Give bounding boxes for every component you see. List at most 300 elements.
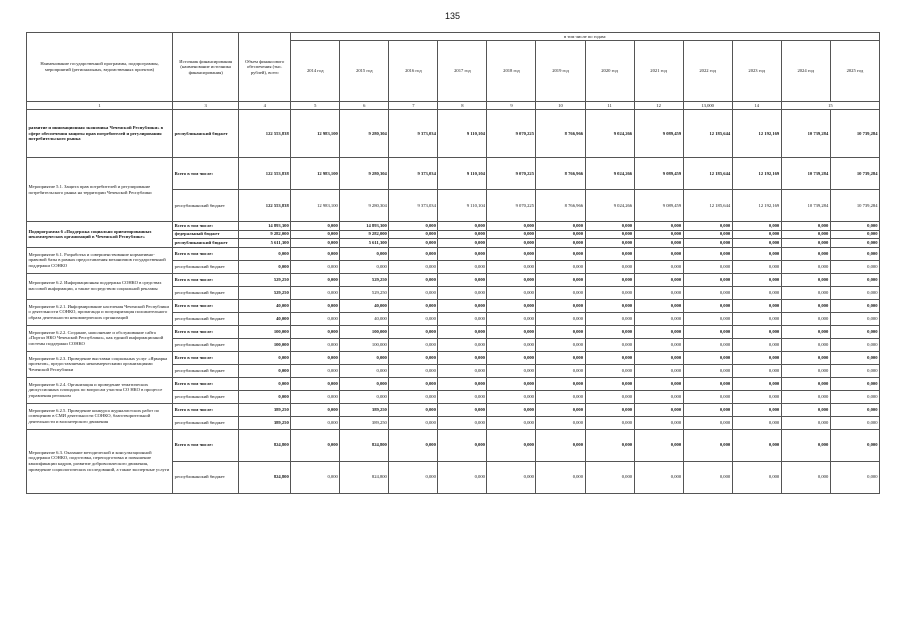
year-value: 0,000: [634, 325, 683, 338]
year-value: 0,000: [389, 260, 438, 273]
year-value: 12 192,169: [732, 158, 781, 190]
year-value: 0,000: [830, 429, 879, 461]
header-year: 2025 год: [830, 41, 879, 102]
year-value: 0,000: [732, 286, 781, 299]
year-value: 0,000: [536, 351, 585, 364]
year-value: 0,000: [536, 390, 585, 403]
funding-source: Всего в том числе:: [173, 325, 239, 338]
year-value: 12 192,169: [732, 110, 781, 158]
table-row: [27, 110, 880, 158]
year-value: 0,000: [291, 230, 340, 239]
year-value: 0,000: [291, 286, 340, 299]
year-value: 0,000: [536, 403, 585, 416]
year-value: 0,000: [340, 390, 389, 403]
year-value: 12 185,644: [683, 190, 732, 222]
total-value: 122 553,838: [239, 110, 291, 158]
year-value: 9 070,225: [487, 158, 536, 190]
year-value: 0,000: [389, 429, 438, 461]
year-value: 0,000: [536, 364, 585, 377]
year-value: 0,000: [389, 364, 438, 377]
total-value: 100,000: [239, 338, 291, 351]
total-value: 0,000: [239, 351, 291, 364]
year-value: 0,000: [487, 351, 536, 364]
year-value: 0,000: [291, 325, 340, 338]
year-value: 0,000: [830, 416, 879, 429]
year-value: 0,000: [438, 461, 487, 493]
year-value: 0,000: [732, 273, 781, 286]
year-value: 0,000: [536, 260, 585, 273]
year-value: 529,250: [340, 286, 389, 299]
year-value: 9 110,104: [438, 110, 487, 158]
year-value: 0,000: [487, 239, 536, 248]
year-value: 0,000: [487, 429, 536, 461]
year-value: 9 070,225: [487, 110, 536, 158]
total-value: 389,250: [239, 403, 291, 416]
header-year: 2022 год: [683, 41, 732, 102]
year-value: 0,000: [732, 416, 781, 429]
year-value: 0,000: [830, 364, 879, 377]
year-value: 0,000: [683, 403, 732, 416]
table-row: [27, 299, 880, 312]
year-value: 0,000: [634, 312, 683, 325]
year-value: 0,000: [830, 351, 879, 364]
year-value: 0,000: [781, 286, 830, 299]
page-number: 135: [444, 11, 461, 21]
year-value: 0,000: [536, 461, 585, 493]
total-value: 100,000: [239, 325, 291, 338]
year-value: 0,000: [291, 239, 340, 248]
measure-name: Мероприятие 6.2.5. Проведение конкурса журналистских работ по освещению в СМИ деятельности СОНКО, благотворительной деятельности и волонтерского движения: [27, 403, 173, 429]
year-value: 0,000: [438, 260, 487, 273]
header-year: 2014 год: [291, 41, 340, 102]
budget-table: [26, 32, 880, 494]
year-value: 9 373,034: [389, 110, 438, 158]
year-value: 0,000: [634, 273, 683, 286]
funding-source: федеральный бюджет: [173, 230, 239, 239]
year-value: 0,000: [536, 312, 585, 325]
year-value: 9 089,459: [634, 158, 683, 190]
year-value: 0,000: [585, 312, 634, 325]
funding-source: республиканский бюджет: [173, 312, 239, 325]
table-row: [27, 377, 880, 390]
year-value: 0,000: [389, 351, 438, 364]
year-value: 0,000: [634, 351, 683, 364]
funding-source: Всего в том числе:: [173, 273, 239, 286]
year-value: 0,000: [830, 260, 879, 273]
year-value: 0,000: [389, 377, 438, 390]
table-row: [27, 351, 880, 364]
header-year: 2019 год: [536, 41, 585, 102]
column-number: 14: [732, 102, 781, 110]
year-value: 0,000: [634, 286, 683, 299]
year-value: 0,000: [389, 312, 438, 325]
year-value: 0,000: [389, 416, 438, 429]
year-value: 0,000: [438, 377, 487, 390]
year-value: 12 192,169: [732, 190, 781, 222]
year-value: 0,000: [683, 312, 732, 325]
year-value: 9 024,266: [585, 158, 634, 190]
year-value: 389,250: [340, 416, 389, 429]
year-value: 0,000: [830, 247, 879, 260]
year-value: 0,000: [634, 247, 683, 260]
table-row: [27, 158, 880, 190]
year-value: 0,000: [438, 286, 487, 299]
column-number: 1: [27, 102, 173, 110]
year-value: 0,000: [683, 299, 732, 312]
table-row: [27, 222, 880, 231]
year-value: 0,000: [634, 461, 683, 493]
year-value: 9 089,459: [634, 110, 683, 158]
column-number: 8: [438, 102, 487, 110]
year-value: 0,000: [389, 230, 438, 239]
measure-name: Мероприятие 6.2.2. Создание, наполнение и обслуживание сайта «Портал НКО Чеченской Республики», как единой информационной системы поддержки СОНКО: [27, 325, 173, 351]
total-value: 0,000: [239, 364, 291, 377]
year-value: 0,000: [536, 429, 585, 461]
header-year: 2020 год: [585, 41, 634, 102]
year-value: 10 739,284: [830, 110, 879, 158]
year-value: 0,000: [585, 416, 634, 429]
year-value: 0,000: [536, 286, 585, 299]
year-value: 0,000: [291, 364, 340, 377]
column-number: 10: [536, 102, 585, 110]
funding-source: республиканский бюджет: [173, 416, 239, 429]
year-value: 0,000: [389, 247, 438, 260]
year-value: 0,000: [487, 230, 536, 239]
year-value: 8 766,966: [536, 158, 585, 190]
year-value: 0,000: [438, 239, 487, 248]
year-value: 0,000: [536, 416, 585, 429]
year-value: 0,000: [487, 247, 536, 260]
year-value: 9 280,304: [340, 110, 389, 158]
measure-name: Мероприятие 5.1. Защита прав потребителей и регулирование потребительского рынка на территории Чеченской Республики: [27, 158, 173, 222]
year-value: 0,000: [732, 338, 781, 351]
year-value: 12 983,100: [291, 158, 340, 190]
year-value: 0,000: [585, 351, 634, 364]
year-value: 0,000: [389, 461, 438, 493]
year-value: 0,000: [536, 230, 585, 239]
total-value: 40,000: [239, 299, 291, 312]
year-value: 0,000: [389, 338, 438, 351]
year-value: 0,000: [389, 403, 438, 416]
year-value: 0,000: [340, 247, 389, 260]
header-year: 2015 год: [340, 41, 389, 102]
year-value: 0,000: [781, 390, 830, 403]
year-value: 12 185,644: [683, 158, 732, 190]
year-value: 0,000: [634, 429, 683, 461]
funding-source: республиканский бюджет: [173, 260, 239, 273]
year-value: 0,000: [340, 377, 389, 390]
year-value: 0,000: [683, 390, 732, 403]
year-value: 0,000: [732, 299, 781, 312]
funding-source: Всего в том числе:: [173, 222, 239, 231]
year-value: 0,000: [830, 390, 879, 403]
year-value: 0,000: [732, 325, 781, 338]
funding-source: республиканский бюджет: [173, 110, 239, 158]
year-value: 0,000: [683, 338, 732, 351]
column-number: 9: [487, 102, 536, 110]
year-value: 0,000: [830, 461, 879, 493]
year-value: 0,000: [781, 338, 830, 351]
year-value: 0,000: [487, 364, 536, 377]
year-value: 0,000: [438, 351, 487, 364]
year-value: 0,000: [536, 377, 585, 390]
year-value: 0,000: [438, 390, 487, 403]
year-value: 0,000: [438, 403, 487, 416]
year-value: 0,000: [291, 461, 340, 493]
total-value: 0,000: [239, 247, 291, 260]
table-row: [27, 325, 880, 338]
year-value: 0,000: [389, 286, 438, 299]
year-value: 0,000: [340, 364, 389, 377]
funding-source: Всего в том числе:: [173, 429, 239, 461]
year-value: 40,000: [340, 312, 389, 325]
year-value: 9 110,104: [438, 190, 487, 222]
column-number: 3: [173, 102, 239, 110]
year-value: 0,000: [389, 222, 438, 231]
year-value: 0,000: [634, 230, 683, 239]
total-value: 824,800: [239, 461, 291, 493]
year-value: 0,000: [487, 390, 536, 403]
header-year: 2018 год: [487, 41, 536, 102]
year-value: 0,000: [830, 338, 879, 351]
year-value: 0,000: [781, 403, 830, 416]
year-value: 0,000: [683, 461, 732, 493]
year-value: 0,000: [585, 429, 634, 461]
year-value: 0,000: [634, 239, 683, 248]
total-value: 389,250: [239, 416, 291, 429]
year-value: 0,000: [830, 273, 879, 286]
measure-name: Мероприятие 6.2.4. Организация и проведение тематических дискуссионных площадок по вопросам участия СО НКО в процессе управления регионом: [27, 377, 173, 403]
year-value: 0,000: [585, 239, 634, 248]
total-value: 5 611,300: [239, 239, 291, 248]
year-value: 0,000: [438, 416, 487, 429]
year-value: 0,000: [291, 222, 340, 231]
year-value: 0,000: [634, 403, 683, 416]
year-value: 0,000: [683, 247, 732, 260]
year-value: 9 280,304: [340, 190, 389, 222]
year-value: 12 983,100: [291, 110, 340, 158]
year-value: 0,000: [781, 416, 830, 429]
year-value: 0,000: [291, 299, 340, 312]
column-number: 6: [340, 102, 389, 110]
year-value: 0,000: [781, 260, 830, 273]
funding-source: республиканский бюджет: [173, 461, 239, 493]
column-number: 5: [291, 102, 340, 110]
year-value: 824,800: [340, 461, 389, 493]
column-number: 13,000: [683, 102, 732, 110]
year-value: 0,000: [781, 247, 830, 260]
year-value: 0,000: [487, 222, 536, 231]
year-value: 824,800: [340, 429, 389, 461]
total-value: 40,000: [239, 312, 291, 325]
column-number: 11: [585, 102, 634, 110]
column-number: 15: [781, 102, 879, 110]
year-value: 0,000: [830, 403, 879, 416]
funding-source: Всего в том числе:: [173, 247, 239, 260]
year-value: 0,000: [634, 222, 683, 231]
year-value: 0,000: [683, 325, 732, 338]
year-value: 0,000: [536, 338, 585, 351]
year-value: 0,000: [683, 239, 732, 248]
year-value: 0,000: [634, 260, 683, 273]
funding-source: Всего в том числе:: [173, 299, 239, 312]
year-value: 10 739,284: [781, 190, 830, 222]
year-value: 389,250: [340, 403, 389, 416]
year-value: 0,000: [781, 429, 830, 461]
year-value: 0,000: [732, 222, 781, 231]
year-value: 40,000: [340, 299, 389, 312]
year-value: 0,000: [683, 416, 732, 429]
year-value: 0,000: [536, 239, 585, 248]
year-value: 0,000: [340, 260, 389, 273]
year-value: 0,000: [389, 273, 438, 286]
year-value: 0,000: [634, 377, 683, 390]
year-value: 0,000: [585, 403, 634, 416]
year-value: 0,000: [781, 364, 830, 377]
header-year: 2016 год: [389, 41, 438, 102]
measure-name: развитие и инновационная экономика Чеченской Республики» в сфере обеспечения защиты прав потребителей и регулирования потребительского рынка: [27, 110, 173, 158]
year-value: 0,000: [389, 325, 438, 338]
funding-source: Всего в том числе:: [173, 403, 239, 416]
year-value: 0,000: [438, 312, 487, 325]
year-value: 0,000: [781, 239, 830, 248]
year-value: 0,000: [487, 260, 536, 273]
year-value: 0,000: [487, 416, 536, 429]
year-value: 0,000: [438, 273, 487, 286]
header-year: 2023 год: [732, 41, 781, 102]
funding-source: республиканский бюджет: [173, 364, 239, 377]
year-value: 0,000: [683, 286, 732, 299]
year-value: 9 280,304: [340, 158, 389, 190]
year-value: 0,000: [781, 299, 830, 312]
year-value: 0,000: [291, 429, 340, 461]
year-value: 0,000: [732, 351, 781, 364]
table-header: [27, 33, 880, 110]
year-value: 0,000: [585, 247, 634, 260]
year-value: 0,000: [291, 273, 340, 286]
year-value: 0,000: [585, 273, 634, 286]
year-value: 0,000: [683, 377, 732, 390]
header-year: 2021 год: [634, 41, 683, 102]
year-value: 0,000: [732, 239, 781, 248]
year-value: 9 024,266: [585, 110, 634, 158]
year-value: 0,000: [830, 299, 879, 312]
year-value: 0,000: [732, 260, 781, 273]
year-value: 0,000: [732, 403, 781, 416]
year-value: 0,000: [487, 312, 536, 325]
year-value: 0,000: [487, 299, 536, 312]
year-value: 0,000: [585, 364, 634, 377]
year-value: 0,000: [585, 338, 634, 351]
year-value: 0,000: [585, 222, 634, 231]
year-value: 9 024,266: [585, 190, 634, 222]
year-value: 0,000: [781, 312, 830, 325]
year-value: 0,000: [438, 325, 487, 338]
year-value: 0,000: [291, 390, 340, 403]
funding-source: республиканский бюджет: [173, 390, 239, 403]
year-value: 14 893,300: [340, 222, 389, 231]
year-value: 0,000: [781, 230, 830, 239]
year-value: 0,000: [389, 299, 438, 312]
year-value: 0,000: [291, 247, 340, 260]
funding-source: республиканский бюджет: [173, 286, 239, 299]
measure-name: Мероприятие 6.1. Разработка и совершенствование нормативно-правовой базы в рамках предоставления механизмов государственной поддержки СОНКО: [27, 247, 173, 273]
total-value: 122 553,838: [239, 190, 291, 222]
year-value: 0,000: [683, 429, 732, 461]
funding-source: Всего в том числе:: [173, 351, 239, 364]
header-source: Источник финансирования (наименование источника финансирования): [173, 33, 239, 102]
year-value: 9 373,034: [389, 190, 438, 222]
funding-source: республиканский бюджет: [173, 338, 239, 351]
year-value: 0,000: [781, 325, 830, 338]
total-value: 122 553,838: [239, 158, 291, 190]
year-value: 10 739,284: [830, 190, 879, 222]
year-value: 0,000: [487, 286, 536, 299]
year-value: 8 766,966: [536, 190, 585, 222]
year-value: 0,000: [781, 351, 830, 364]
year-value: 0,000: [634, 390, 683, 403]
year-value: 0,000: [634, 416, 683, 429]
year-value: 8 766,966: [536, 110, 585, 158]
year-value: 0,000: [830, 230, 879, 239]
year-value: 0,000: [781, 222, 830, 231]
year-value: 0,000: [732, 429, 781, 461]
year-value: 0,000: [732, 390, 781, 403]
year-value: 0,000: [585, 461, 634, 493]
year-value: 0,000: [683, 222, 732, 231]
funding-source: республиканский бюджет: [173, 239, 239, 248]
year-value: 9 282,000: [340, 230, 389, 239]
total-value: 9 282,000: [239, 230, 291, 239]
year-value: 0,000: [830, 286, 879, 299]
year-value: 0,000: [340, 351, 389, 364]
header-year: 2024 год: [781, 41, 830, 102]
measure-name: Подпрограмма 6 «Поддержка социально ориентированных некоммерческих организаций в Чеченской Республике»: [27, 222, 173, 248]
year-value: 0,000: [732, 247, 781, 260]
year-value: 10 739,284: [830, 158, 879, 190]
year-value: 0,000: [585, 299, 634, 312]
year-value: 0,000: [536, 325, 585, 338]
total-value: 0,000: [239, 377, 291, 390]
table-row: [27, 403, 880, 416]
year-value: 0,000: [291, 312, 340, 325]
year-value: 0,000: [634, 338, 683, 351]
year-value: 0,000: [536, 299, 585, 312]
year-value: 0,000: [732, 312, 781, 325]
year-value: 9 089,459: [634, 190, 683, 222]
year-value: 0,000: [487, 403, 536, 416]
year-value: 0,000: [389, 239, 438, 248]
year-value: 0,000: [830, 325, 879, 338]
measure-name: Мероприятие 6.2. Информационная поддержка СОНКО в средствах массовой информации, а также посредством социальной рекламы: [27, 273, 173, 299]
year-value: 0,000: [291, 416, 340, 429]
year-value: 0,000: [487, 461, 536, 493]
year-value: 0,000: [536, 247, 585, 260]
year-value: 0,000: [585, 230, 634, 239]
year-value: 0,000: [585, 260, 634, 273]
table-body: [27, 110, 880, 494]
total-value: 529,250: [239, 286, 291, 299]
measure-name: Мероприятие 6.2.1. Информирование населения Чеченской Республики о деятельности СОНКО, пропаганда и популяризация положительного образа деятельности некоммерческих организаций: [27, 299, 173, 325]
year-value: 0,000: [291, 260, 340, 273]
measure-name: Мероприятие 6.3. Оказание методической и консультационной поддержки СОНКО, подготовка, переподготовка и повышение квалификации кадров, развитие добровольческого движения, проведение социологических исследований, а также экспертные услуги: [27, 429, 173, 493]
year-value: 0,000: [683, 260, 732, 273]
total-value: 0,000: [239, 260, 291, 273]
year-value: 0,000: [438, 230, 487, 239]
year-value: 0,000: [781, 273, 830, 286]
year-value: 0,000: [732, 461, 781, 493]
year-value: 9 070,225: [487, 190, 536, 222]
